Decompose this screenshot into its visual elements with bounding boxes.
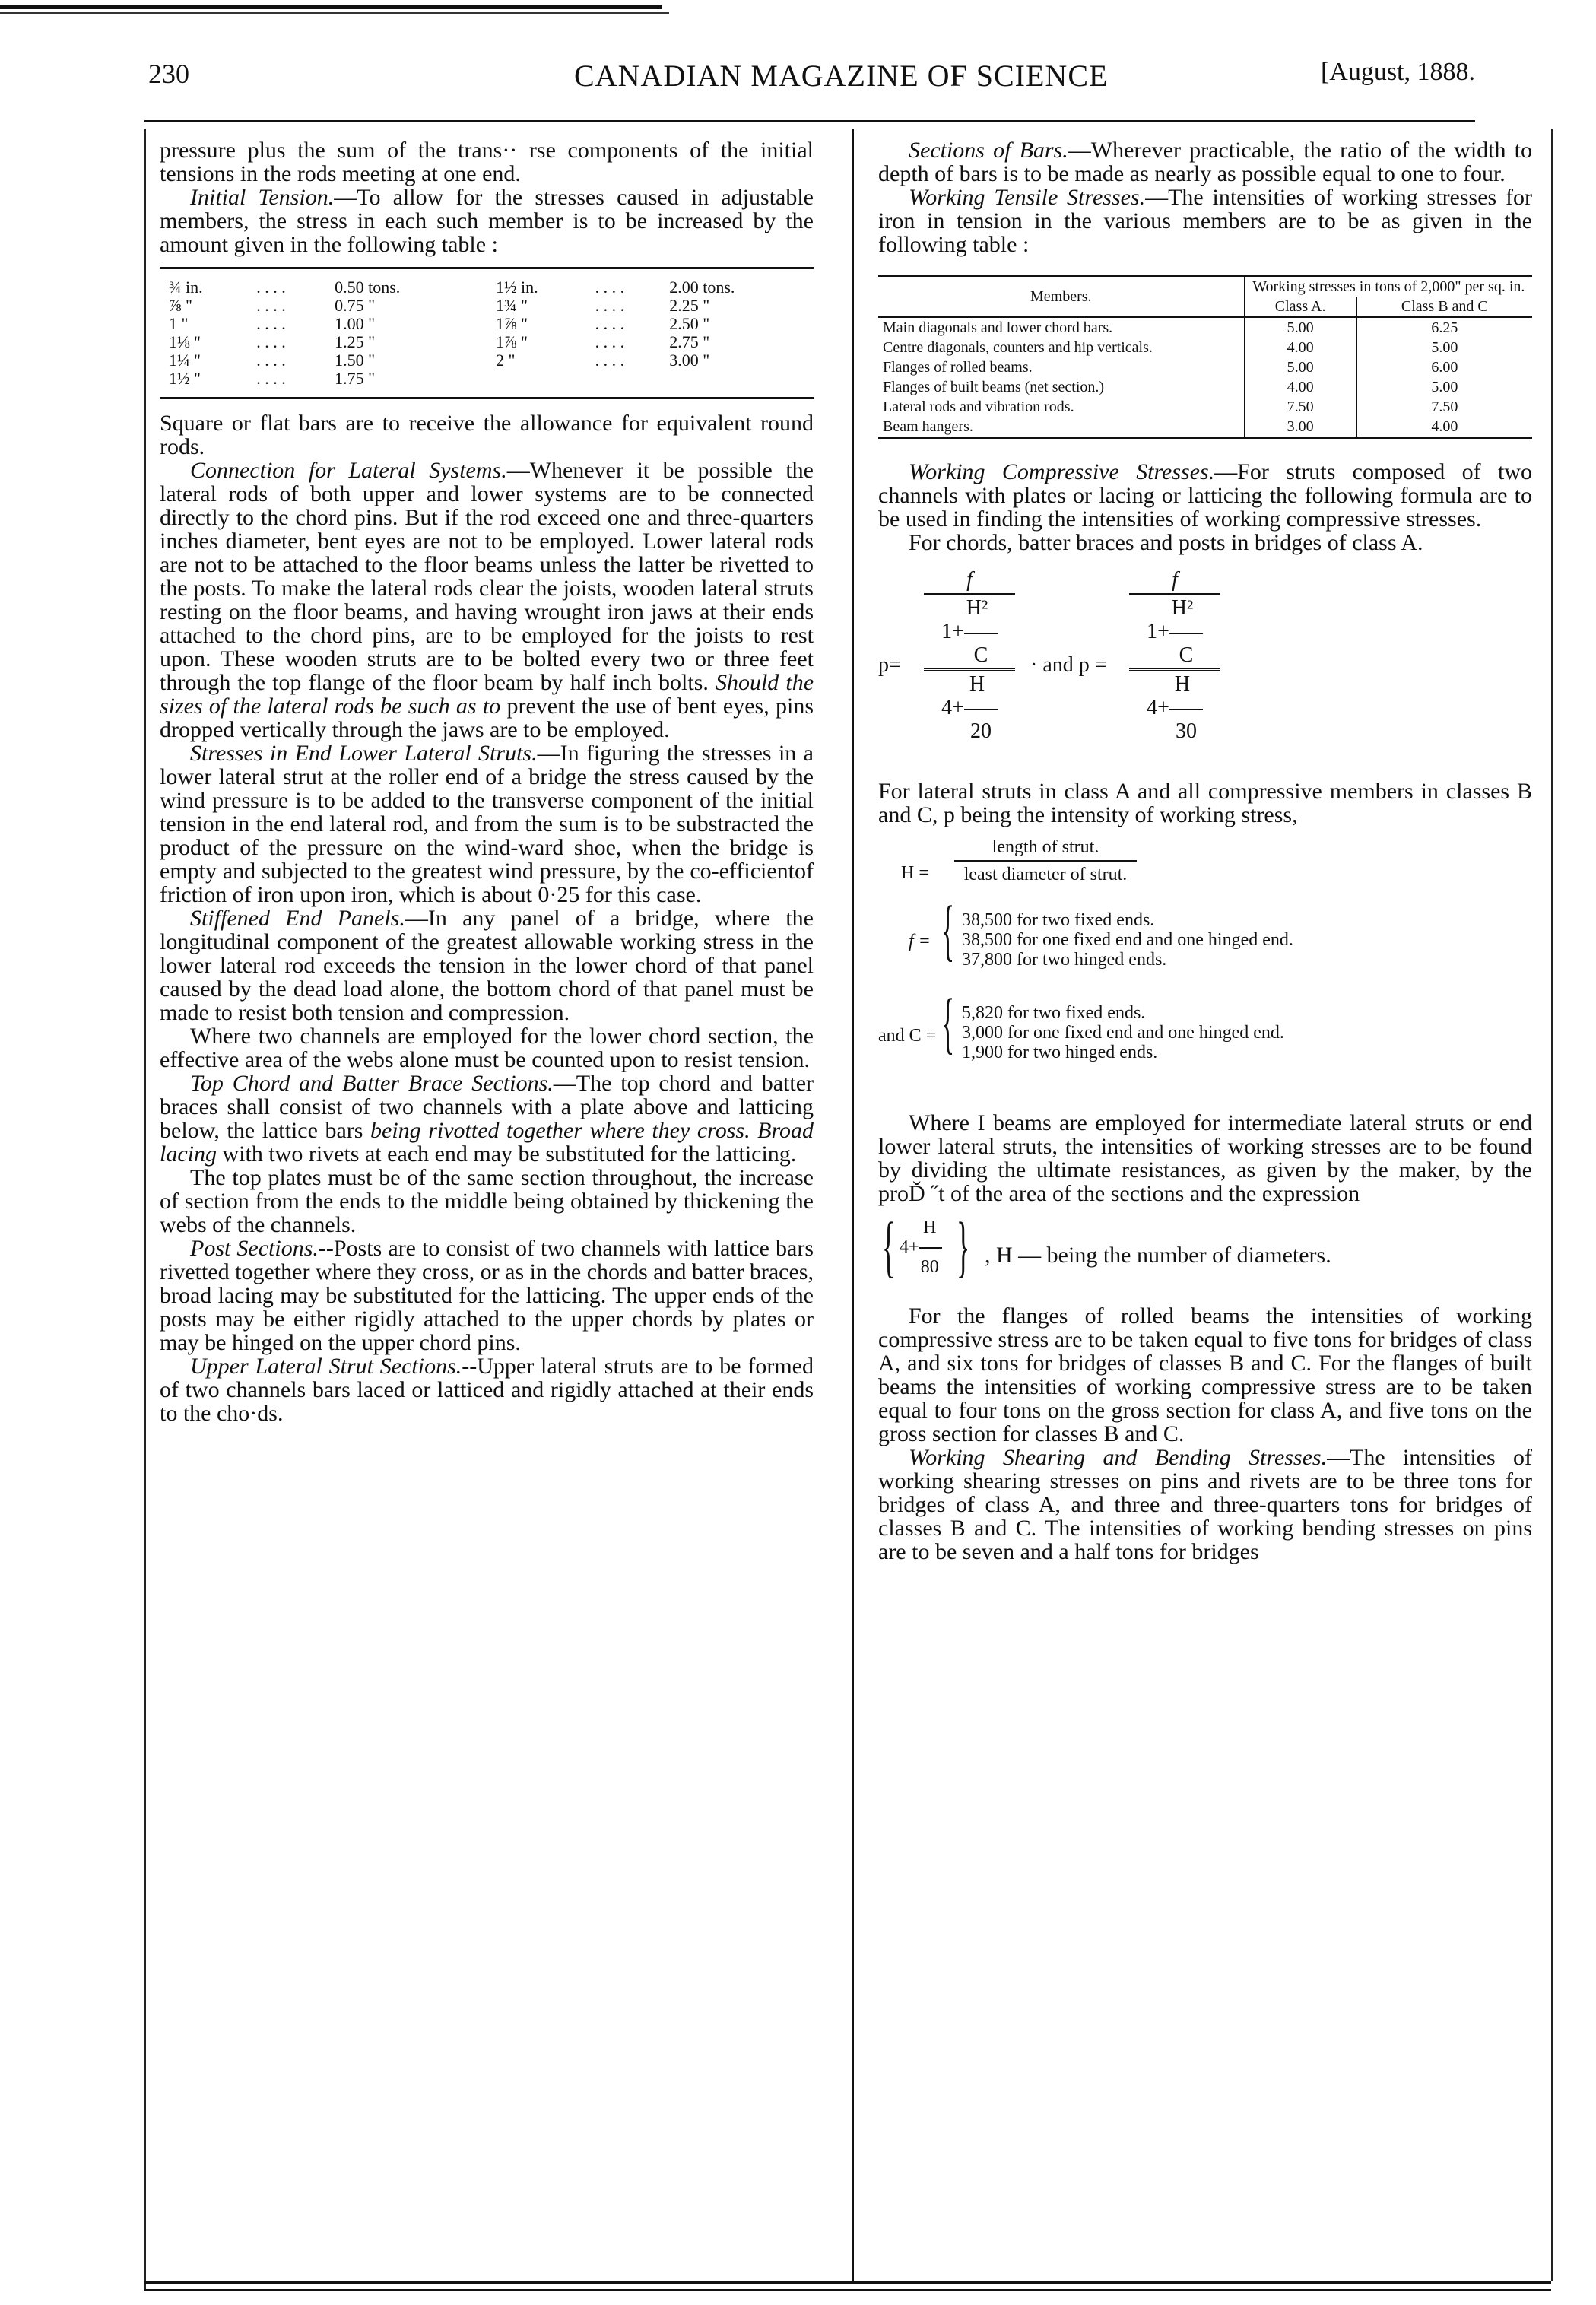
fraction-bar bbox=[954, 860, 1137, 862]
formula-text: 4+ bbox=[1147, 696, 1169, 719]
formula-p-eq: p= bbox=[878, 653, 901, 677]
formula-4plus bbox=[924, 696, 1015, 719]
table-cell: . . . . bbox=[595, 296, 625, 315]
journal-title: CANADIAN MAGAZINE OF SCIENCE bbox=[574, 59, 1109, 93]
formula-1plus bbox=[924, 620, 1015, 643]
formula-h2: H² bbox=[1171, 596, 1194, 620]
paragraph: pressure plus the sum of the trans·· rse components of the initial tensions in the rods meeting at one end. bbox=[160, 138, 814, 186]
left-brace: { bbox=[941, 893, 955, 968]
diameter-expression bbox=[878, 1209, 1532, 1297]
c-values bbox=[962, 1003, 1284, 1062]
c-value: 3,000 for one fixed end and one hinged end. bbox=[962, 1023, 1284, 1043]
working-tensile-stress-table bbox=[878, 275, 1532, 439]
section-heading: Working Tensile Stresses. bbox=[909, 185, 1146, 210]
fraction-1 bbox=[924, 568, 1015, 743]
constants-definitions bbox=[878, 837, 1532, 1096]
section-heading: Post Sections. bbox=[190, 1236, 319, 1261]
table-cell: 1.00 " bbox=[335, 314, 376, 333]
small-bar bbox=[964, 709, 998, 710]
table-cell: . . . . bbox=[256, 332, 286, 351]
table-header: Working stresses in tons of 2,000" per sq. in. bbox=[1245, 277, 1532, 297]
formula-text: 4+ bbox=[941, 696, 964, 719]
paragraph-text: —Whenever it be possible the lateral rods of both upper and lower systems are to be connected directly to the chord pins. But if the rod exceed one and three-quarters inches diameter, bent eyes are not to be employed. Lower lateral rods are not to be attached to the floor beams unless the latter be rivetted to the posts. To make the lateral rods clear the joists, wooden lateral struts resting on the floor beams, and having wrought iron jaws at their ends attached to the chord pins, are to be employed for the joists to rest upon. These wooden struts are to be bolted every two or three feet through the top flange of the floor beam by half inch bolts. bbox=[160, 458, 814, 695]
c-value: 1,900 for two hinged ends. bbox=[962, 1043, 1158, 1062]
paragraph bbox=[160, 1237, 814, 1354]
table-cell: 5.00 bbox=[1245, 317, 1356, 338]
table-cell: . . . . bbox=[256, 296, 286, 315]
table-cell: 5.00 bbox=[1245, 357, 1356, 377]
section-heading: Top Chord and Batter Brace Sections. bbox=[190, 1071, 554, 1096]
formula-text: 1+ bbox=[1147, 620, 1169, 643]
table-cell: Beam hangers. bbox=[883, 418, 973, 435]
top-rule-thin bbox=[0, 12, 669, 14]
table-cell: ⅞ " bbox=[169, 296, 192, 315]
expr-fraction bbox=[900, 1218, 942, 1277]
header-rule bbox=[144, 120, 1475, 122]
formula-h: H bbox=[1174, 672, 1191, 696]
paragraph-text: with two rivets at each end may be substituted for the latticing. bbox=[222, 1141, 797, 1167]
table-cell: 2.50 " bbox=[669, 314, 710, 333]
table-cell: . . . . bbox=[595, 332, 625, 351]
page-number: 230 bbox=[148, 59, 189, 89]
table-cell: 3.00 bbox=[1245, 417, 1356, 437]
paragraph-text: --Upper lateral struts are to be formed of two channels bars laced or latticed and rigidly attached at their ends to the cho·ds. bbox=[160, 1354, 814, 1426]
formula-f bbox=[1129, 568, 1220, 592]
table-cell: 2.75 " bbox=[669, 332, 710, 351]
table-cell: 6.25 bbox=[1356, 317, 1532, 338]
tension-table-left bbox=[164, 278, 482, 388]
expr-tail: , H — being the number of diameters. bbox=[985, 1243, 1331, 1268]
formula-30: 30 bbox=[1176, 719, 1197, 743]
table-cell: . . . . bbox=[595, 314, 625, 333]
f-eq: f = bbox=[909, 932, 931, 951]
paragraph: Where I beams are employed for intermediate lateral struts or end lower lateral struts, the intensities of working stresses are to be found by dividing the ultimate resistances, as given by the maker, by the proĎ ˝t of the area of the sections and the expression bbox=[878, 1110, 1532, 1206]
table-row bbox=[878, 317, 1532, 338]
table-cell: . . . . bbox=[256, 278, 286, 297]
formula-4plus bbox=[1129, 696, 1220, 719]
paragraph-text: —To allow for the stresses caused in adjustable members, the stress in each such member is to be increased by the amount given in the following table : bbox=[160, 185, 814, 257]
top-rule bbox=[0, 5, 662, 9]
table-cell: 1.50 " bbox=[335, 351, 376, 370]
formula-c: C bbox=[973, 643, 988, 667]
table-cell: 1 " bbox=[169, 314, 189, 333]
main-fraction-bar bbox=[924, 668, 1015, 671]
formula-20: 20 bbox=[970, 719, 992, 743]
formula-h: H bbox=[969, 672, 985, 696]
table-row bbox=[878, 397, 1532, 417]
table-cell: Lateral rods and vibration rods. bbox=[883, 398, 1074, 415]
c-value: 5,820 for two fixed ends. bbox=[962, 1003, 1146, 1023]
table-cell: 2.25 " bbox=[669, 296, 710, 315]
f-values bbox=[962, 910, 1293, 970]
formula-and-p: · and p = bbox=[1030, 653, 1107, 677]
formula-text: 1+ bbox=[941, 620, 964, 643]
table-cell: ¾ in. bbox=[169, 278, 203, 297]
paragraph bbox=[160, 906, 814, 1024]
expr-h: H bbox=[923, 1218, 937, 1237]
section-heading: Stresses in End Lower Lateral Struts. bbox=[190, 741, 538, 766]
paragraph-text: —Wherever practicable, the ratio of the width to depth of bars is to be made as nearly as possible equal to one to four. bbox=[878, 138, 1532, 186]
left-brace: { bbox=[941, 986, 955, 1061]
page-header bbox=[148, 58, 1475, 103]
issue-date: [August, 1888. bbox=[1320, 58, 1475, 86]
bottom-rule bbox=[144, 2281, 1551, 2284]
table-cell: 1⅞ " bbox=[496, 314, 528, 333]
table-cell: Centre diagonals, counters and hip verticals. bbox=[883, 339, 1153, 356]
paragraph bbox=[878, 186, 1532, 256]
main-fraction-bar bbox=[1129, 668, 1220, 671]
paragraph bbox=[160, 1354, 814, 1425]
table-cell: 2.00 tons. bbox=[669, 278, 735, 297]
paragraph bbox=[160, 741, 814, 906]
table-cell: 4.00 bbox=[1245, 338, 1356, 357]
table-cell: . . . . bbox=[256, 369, 286, 388]
table-cell: . . . . bbox=[256, 314, 286, 333]
paragraph-text: --Posts are to consist of two channels with lattice bars rivetted together where they cross, or as in the chords and batter braces, broad lacing may be substituted for the latticing. The upper ends of the posts may be either rigidly attached to the upper chords by plates or may be hinged on the upper chord pins. bbox=[160, 1236, 814, 1355]
table-cell: 1½ in. bbox=[496, 278, 538, 297]
paragraph: The top plates must be of the same section throughout, the increase of section from the ends to the middle being obtained by thickening the webs of the channels. bbox=[160, 1165, 814, 1237]
left-column bbox=[160, 138, 814, 1425]
paragraph-text: —The intensities of working stresses for iron in tension in the various members are to be as given in the following table : bbox=[878, 185, 1532, 257]
right-column bbox=[878, 138, 1532, 1564]
table-header: Class A. bbox=[1245, 297, 1356, 317]
formula-f-text: f bbox=[1172, 568, 1178, 592]
fraction-2 bbox=[1129, 568, 1220, 743]
table-cell: 1.25 " bbox=[335, 332, 376, 351]
column-divider bbox=[852, 129, 854, 2281]
paragraph bbox=[878, 1446, 1532, 1564]
expr-4plus: 4+ bbox=[900, 1237, 919, 1257]
table-cell: . . . . bbox=[256, 351, 286, 370]
paragraph-text: prevent the use of bent eyes, pins dropped vertically through the jaws are to be employed. bbox=[160, 694, 814, 742]
section-heading: Sections of Bars. bbox=[909, 138, 1068, 163]
table-row bbox=[878, 377, 1532, 397]
section-heading: Initial Tension. bbox=[190, 185, 335, 210]
table-cell: 5.00 bbox=[1356, 377, 1532, 397]
f-value: 37,800 for two hinged ends. bbox=[962, 950, 1167, 970]
f-value: 38,500 for two fixed ends. bbox=[962, 910, 1155, 930]
table-cell: Main diagonals and lower chord bars. bbox=[883, 319, 1113, 336]
paragraph-italic: Should the sizes of the lateral rods be such as to bbox=[160, 670, 814, 719]
paragraph: Square or flat bars are to receive the allowance for equivalent round rods. bbox=[160, 411, 814, 459]
table-cell: Flanges of rolled beams. bbox=[883, 359, 1033, 376]
section-heading: Stiffened End Panels. bbox=[190, 906, 405, 931]
c-eq: and C = bbox=[878, 1026, 937, 1046]
h-numerator: length of strut. bbox=[992, 837, 1099, 857]
formula-h2: H² bbox=[966, 596, 988, 620]
paragraph-text: —In any panel of a bridge, where the longitudinal component of the greatest allowable working stress in the lower lateral rod exceeds the tension in the lower chord of that panel caused by the dead load alone, the bottom chord of that panel must be made to resist both tension and compression. bbox=[160, 906, 814, 1025]
table-row bbox=[878, 357, 1532, 377]
paragraph: Where two channels are employed for the lower chord section, the effective area of the webs alone must be counted upon to resist tension. bbox=[160, 1024, 814, 1072]
section-heading: Connection for Lateral Systems. bbox=[190, 458, 507, 483]
bottom-rule-thin bbox=[144, 2289, 1551, 2291]
table-cell: 4.00 bbox=[1245, 377, 1356, 397]
small-bar bbox=[919, 1247, 942, 1249]
formula-c: C bbox=[1179, 643, 1194, 667]
paragraph-text: —For struts composed of two channels with plates or lacing or latticing the following formula are to be used in finding the intensities of working compressive stresses. bbox=[878, 459, 1532, 532]
table-cell: 1¼ " bbox=[169, 351, 201, 370]
formula-f-text: f bbox=[966, 568, 973, 592]
fraction-bar bbox=[1129, 593, 1220, 595]
table-cell: 3.00 " bbox=[669, 351, 710, 370]
table-cell: 0.75 " bbox=[335, 296, 376, 315]
right-border bbox=[1551, 129, 1553, 2281]
paragraph bbox=[878, 460, 1532, 531]
paragraph: For lateral struts in class A and all compressive members in classes B and C, p being the intensity of working stress, bbox=[878, 779, 1532, 827]
table-cell: 2 " bbox=[496, 351, 516, 370]
table-cell: 0.50 tons. bbox=[335, 278, 401, 297]
formula-1plus bbox=[1129, 620, 1220, 643]
section-heading: Upper Lateral Strut Sections. bbox=[190, 1354, 462, 1379]
h-denominator: least diameter of strut. bbox=[963, 865, 1128, 884]
h-eq: H = bbox=[901, 863, 929, 883]
table-row bbox=[878, 417, 1532, 437]
tension-table-right bbox=[491, 278, 809, 370]
table-row bbox=[878, 338, 1532, 357]
table-cell: 5.00 bbox=[1356, 338, 1532, 357]
compressive-formula bbox=[878, 568, 1532, 766]
table-cell: 1.75 " bbox=[335, 369, 376, 388]
paragraph-text: —The top chord and batter braces shall consist of two channels with a plate above and latticing below, the lattice bars bbox=[160, 1071, 814, 1143]
section-heading: Working Shearing and Bending Stresses. bbox=[909, 1445, 1328, 1470]
table-cell: 7.50 bbox=[1356, 397, 1532, 417]
paragraph bbox=[160, 459, 814, 741]
table-cell: 1⅛ " bbox=[169, 332, 201, 351]
paragraph-italic: being rivotted together where they cross. Broad lacing bbox=[160, 1118, 814, 1167]
table-cell: 1⅞ " bbox=[496, 332, 528, 351]
paragraph: For chords, batter braces and posts in bridges of class A. bbox=[909, 530, 1423, 555]
paragraph bbox=[878, 138, 1532, 186]
small-bar bbox=[964, 633, 998, 634]
formula-f bbox=[924, 568, 1015, 592]
table-header: Members. bbox=[878, 277, 1245, 317]
f-value: 38,500 for one fixed end and one hinged end. bbox=[962, 930, 1293, 950]
initial-tension-table bbox=[160, 267, 814, 399]
paragraph bbox=[160, 1072, 814, 1166]
table-cell: 1¾ " bbox=[496, 296, 528, 315]
small-bar bbox=[1169, 633, 1203, 634]
table-cell: 1½ " bbox=[169, 369, 201, 388]
fraction-bar bbox=[924, 593, 1015, 595]
paragraph-text: —The intensities of working shearing stresses on pins and rivets are to be three tons for bridges of class A, and three and three-quarters tons for bridges of classes B and C. The intensities of working bending stresses on pins are to be seven and a half tons for bridges bbox=[878, 1445, 1532, 1564]
table-cell: . . . . bbox=[595, 278, 625, 297]
expr-80: 80 bbox=[920, 1257, 939, 1277]
paragraph-text: —In figuring the stresses in a lower lateral strut at the roller end of a bridge the stress caused by the wind pressure is to be added to the transverse component of the initial tension in the end lateral rod, and from the sum is to be substracted the product of the pressure on the wind-ward shoe, when the bridge is empty and subjected to the greatest wind pressure, by the co-efficientof friction of iron upon iron, which is about 0·25 for this case. bbox=[160, 741, 814, 907]
table-cell: 7.50 bbox=[1245, 397, 1356, 417]
left-border bbox=[144, 129, 146, 2289]
right-brace: } bbox=[956, 1209, 970, 1284]
left-brace: { bbox=[881, 1209, 896, 1284]
table-cell: Flanges of built beams (net section.) bbox=[883, 379, 1105, 395]
small-bar bbox=[1169, 709, 1203, 710]
table-cell: 4.00 bbox=[1356, 417, 1532, 437]
h-fraction bbox=[954, 837, 1137, 884]
paragraph: For the flanges of rolled beams the intensities of working compressive stress are to be taken equal to five tons for bridges of class A, and six tons for bridges of classes B and C. For the flanges of built beams the intensities of working compressive stress are to be taken equal to four tons on the gross section for class A, and five tons on the gross section for classes B and C. bbox=[878, 1303, 1532, 1446]
table-cell: 6.00 bbox=[1356, 357, 1532, 377]
paragraph bbox=[160, 186, 814, 256]
section-heading: Working Compressive Stresses. bbox=[909, 459, 1215, 484]
table-cell: . . . . bbox=[595, 351, 625, 370]
table-header: Class B and C bbox=[1356, 297, 1532, 317]
